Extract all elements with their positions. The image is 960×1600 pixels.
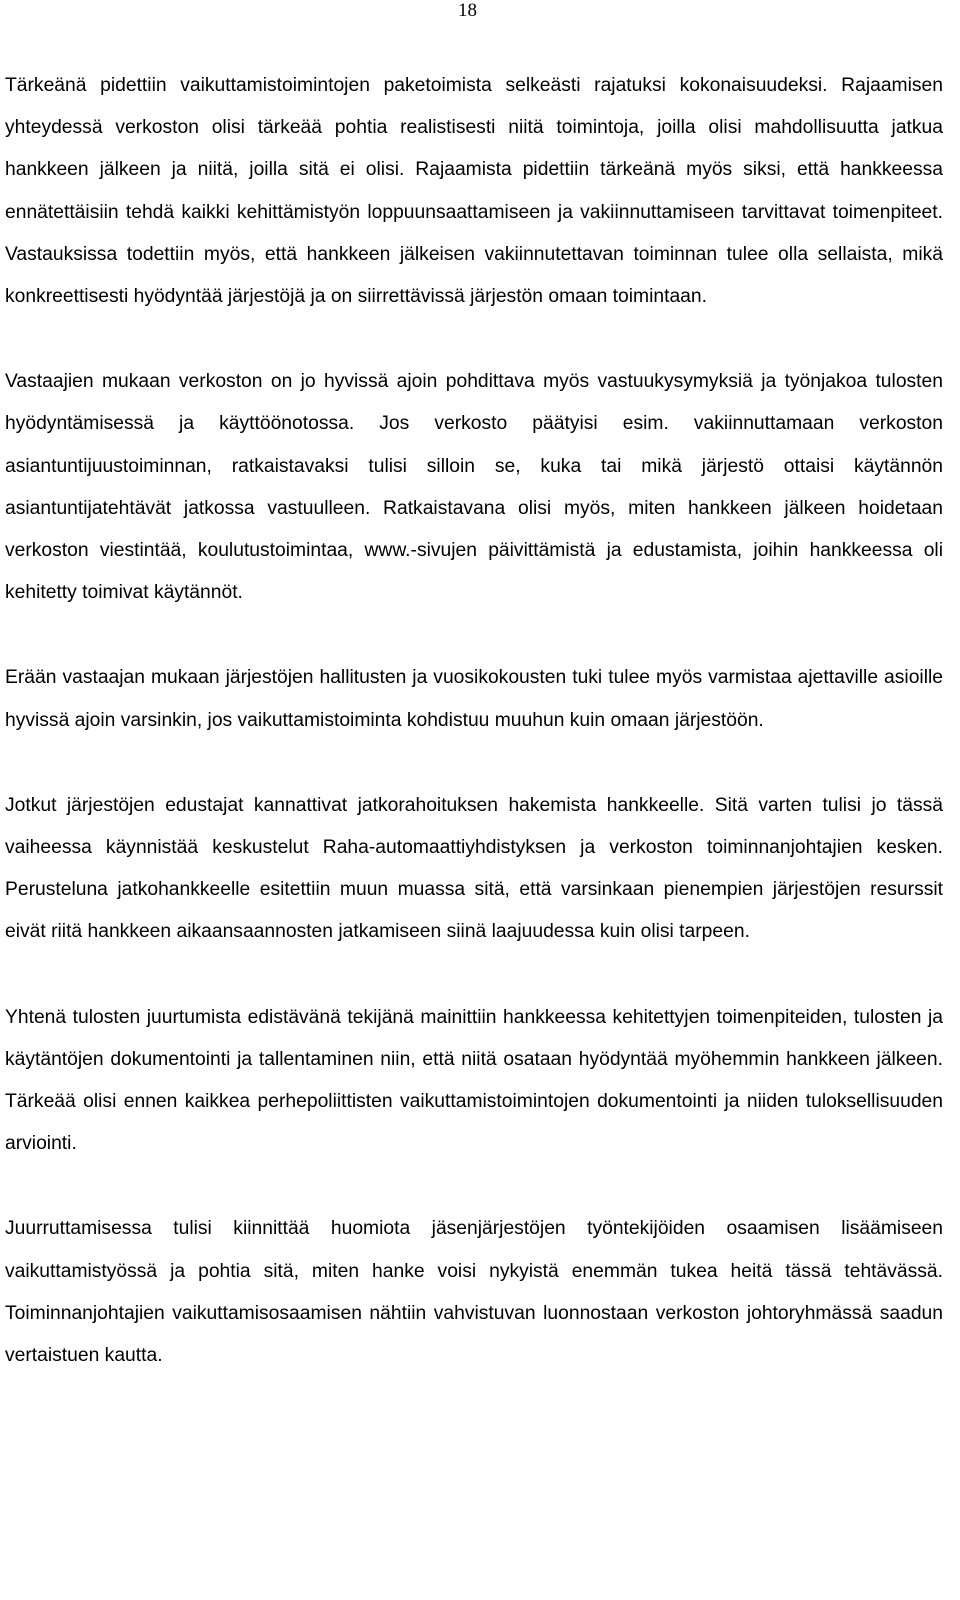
paragraph: Erään vastaajan mukaan järjestöjen hallitusten ja vuosikokousten tuki tulee myös varmistaa ajettaville asioille hyvissä ajoin varsinkin, jos vaikuttamistoiminta kohdistuu muuhun kuin omaan järjestöön. — [5, 667, 943, 731]
paragraph: Vastaajien mukaan verkoston on jo hyvissä ajoin pohdittava myös vastuukysymyksiä ja työnjakoa tulosten hyödyntämisessä ja käyttöönotossa. Jos verkosto päätyisi esim. vakiinnuttamaan verkoston asiantuntijuustoiminnan, ratkaistavaksi tulisi silloin se, kuka tai mikä järjestö ottaisi käytännön asiantuntijatehtävät jatkossa vastuulleen. Ratkaistavana olisi myös, miten hankkeen jälkeen hoidetaan verkoston viestintää, koulutustoimintaa, www.-sivujen päivittämistä ja edustamista, joihin hankkeessa oli kehitetty toimivat käytännöt. — [5, 371, 943, 604]
paragraph: Yhtenä tulosten juurtumista edistävänä tekijänä mainittiin hankkeessa kehitettyjen toimenpiteiden, tulosten ja käytäntöjen dokumentointi ja tallentaminen niin, että niitä osataan hyödyntää myöhemmin hankkeen jälkeen. Tärkeää olisi ennen kaikkea perhepoliittisten vaikuttamistoimintojen dokumentointi ja niiden tuloksellisuuden arviointi. — [5, 1006, 943, 1155]
paragraph: Jotkut järjestöjen edustajat kannattivat jatkorahoituksen hakemista hankkeelle. Sitä varten tulisi jo tässä vaiheessa käynnistää keskustelut Raha-automaattiyhdistyksen ja verkoston toiminnanjohtajien kesken. Perusteluna jatkohankkeelle esitettiin muun muassa sitä, että varsinkaan pienempien järjestöjen resurssit eivät riitä hankkeen aikaansaannosten jatkamiseen siinä laajuudessa kuin olisi tarpeen. — [5, 794, 943, 943]
paragraph: Tärkeänä pidettiin vaikuttamistoimintojen paketoimista selkeästi rajatuksi kokonaisuudeksi. Rajaamisen yhteydessä verkoston olisi tärkeää pohtia realistisesti niitä toimintoja, joilla olisi mahdollisuutta jatkua hankkeen jälkeen ja niitä, joilla sitä ei olisi. Rajaamista pidettiin tärkeänä myös siksi, että hankkeessa ennätettäisiin tehdä kaikki kehittämistyön loppuunsaattamiseen ja vakiinnuttamiseen tarvittavat toimenpiteet. Vastauksissa todettiin myös, että hankkeen jälkeisen vakiinnutettavan toiminnan tulee olla sellaista, mikä konkreettisesti hyödyntää järjestöjä ja on siirrettävissä järjestön omaan toimintaan. — [5, 75, 943, 308]
document-body — [5, 65, 943, 1377]
page-number: 18 — [458, 0, 477, 21]
paragraph: Juurruttamisessa tulisi kiinnittää huomiota jäsenjärjestöjen työntekijöiden osaamisen lisäämiseen vaikuttamistyössä ja pohtia sitä, miten hanke voisi nykyistä enemmän tukea heitä tässä tehtävässä. Toiminnanjohtajien vaikuttamisosaamisen nähtiin vahvistuvan luonnostaan verkoston johtoryhmässä saadun vertaistuen kautta. — [5, 1218, 943, 1367]
